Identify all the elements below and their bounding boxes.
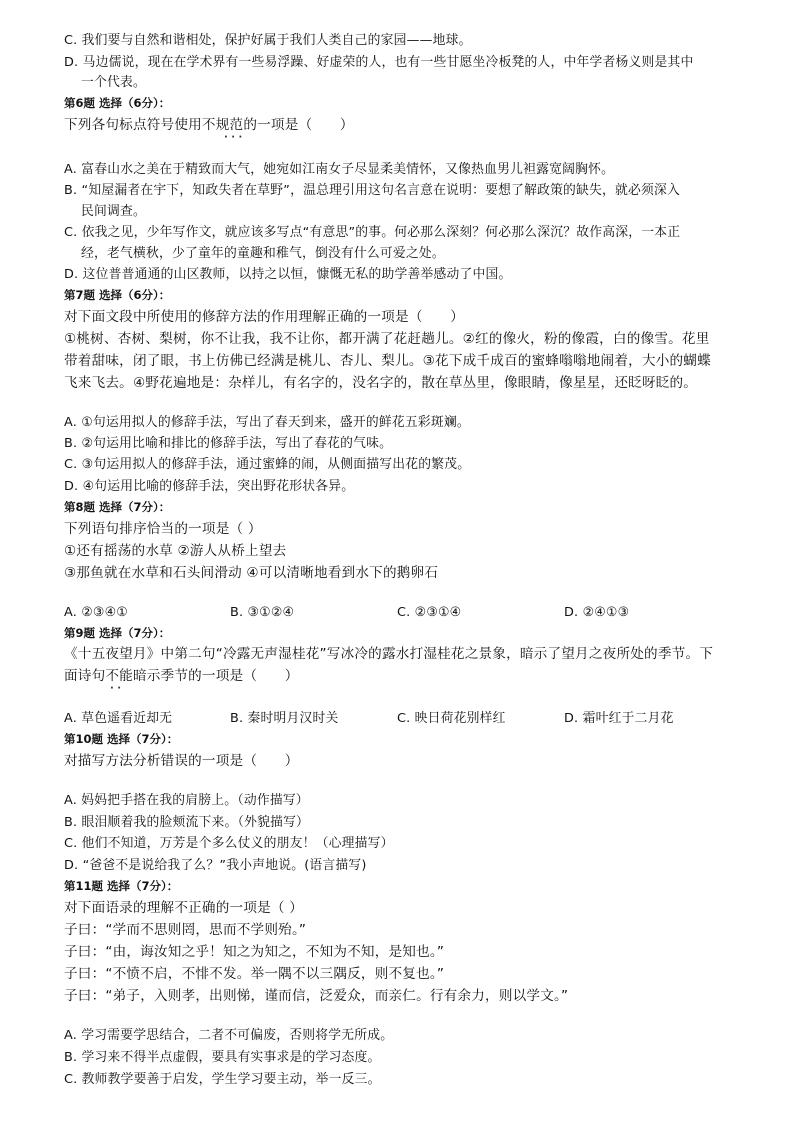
q9-option-d: D. 霜叶红于二月花 bbox=[564, 711, 674, 726]
q9-emphasis-dots: · · bbox=[110, 683, 122, 694]
q8-stem: 下列语句排序恰当的一项是（ ） bbox=[64, 521, 262, 537]
q8-item-line: ①还有摇荡的水草 ②游人从桥上望去 bbox=[64, 543, 287, 559]
q8-option-d: D. ②④①③ bbox=[564, 605, 630, 620]
q6-option-a: A. 富春山水之美在于精致而大气，她宛如江南女子尽显柔美情怀，又像热血男儿袒露宽阔胸怀。 bbox=[64, 162, 615, 177]
q8-header: 第8题 选择（7分）： bbox=[64, 500, 171, 514]
q6-option-c-cont: 经，老气横秋，少了童年的童趣和稚气，倒没有什么可爱之处。 bbox=[81, 246, 445, 261]
q11-header: 第11题 选择（7分）： bbox=[64, 879, 179, 893]
q11-stem: 对下面语录的理解不正确的一项是（ ） bbox=[64, 900, 304, 916]
q7-option-c: C. ③句运用拟人的修辞手法，通过蜜蜂的闹，从侧面描写出花的繁茂。 bbox=[64, 457, 471, 472]
q8-option-c: C. ②③①④ bbox=[397, 605, 462, 620]
q6-option-c: C. 依我之见，少年写作文，就应该多写点“有意思”的事。何必那么深刻？何必那么深沉？故作高深，一本正 bbox=[64, 225, 681, 240]
q10-header: 第10题 选择（7分）： bbox=[64, 732, 179, 746]
q8-item-line: ③那鱼就在水草和石头间滑动 ④可以清晰地看到水下的鹅卵石 bbox=[64, 565, 439, 581]
q7-passage-line: ①桃树、杏树、梨树，你不让我，我不让你，都开满了花赶趟儿。②红的像火，粉的像霞，白的像雪。花里 bbox=[64, 331, 710, 347]
q11-option-b: B. 学习来不得半点虚假，要具有实事求是的学习态度。 bbox=[64, 1050, 381, 1065]
option-d-prev: D. 马边儒说，现在在学术界有一些易浮躁、好虚荣的人，也有一些甘愿坐冷板凳的人，中年学者杨义则是其中 bbox=[64, 55, 694, 70]
q9-option-b: B. 秦时明月汉时关 bbox=[230, 711, 339, 726]
q9-header: 第9题 选择（7分）： bbox=[64, 626, 171, 640]
q9-stem-line: 面诗句不能暗示季节的一项是（ ） bbox=[64, 668, 299, 684]
q11-quote: 子曰：“不愤不启，不悱不发。举一隅不以三隅反，则不复也。” bbox=[64, 966, 445, 982]
q6-option-d: D. 这位普普通通的山区教师，以持之以恒，慷慨无私的助学善举感动了中国。 bbox=[64, 267, 512, 282]
option-c-prev: C. 我们要与自然和谐相处，保护好属于我们人类自己的家园——地球。 bbox=[64, 33, 472, 48]
q10-option-d: D. “爸爸不是说给我了么？”我小声地说。(语言描写) bbox=[64, 858, 367, 873]
q10-stem: 对描写方法分析错误的一项是（ ） bbox=[64, 753, 299, 769]
q10-option-c: C. 他们不知道，万芳是个多么仗义的朋友！（心理描写） bbox=[64, 836, 394, 851]
q6-emphasis-dots: · · · bbox=[224, 132, 243, 143]
q11-option-c: C. 教师教学要善于启发，学生学习要主动，举一反三。 bbox=[64, 1072, 381, 1087]
q11-quote: 子曰：“弟子，入则孝，出则悌，谨而信，泛爱众，而亲仁。行有余力，则以学文。” bbox=[64, 988, 569, 1004]
q11-quote: 子曰：“由，诲汝知之乎！知之为知之，不知为不知，是知也。” bbox=[64, 944, 445, 960]
q6-stem: 下列各句标点符号使用不规范的一项是（ ） bbox=[64, 117, 354, 133]
q7-passage-line: 带着甜味，闭了眼，书上仿佛已经满是桃儿、杏儿、梨儿。③花下成千成百的蜜蜂嗡嗡地闹着，大小的蝴蝶 bbox=[64, 353, 711, 369]
q9-option-a: A. 草色遥看近却无 bbox=[64, 711, 173, 726]
q7-option-a: A. ①句运用拟人的修辞手法，写出了春天到来，盛开的鲜花五彩斑斓。 bbox=[64, 415, 470, 430]
q8-option-a: A. ②③④① bbox=[64, 605, 128, 620]
q7-stem: 对下面文段中所使用的修辞方法的作用理解正确的一项是（ ） bbox=[64, 309, 465, 325]
q10-option-a: A. 妈妈把手搭在我的肩膀上。（动作描写） bbox=[64, 793, 309, 808]
option-d-prev-cont: 一个代表。 bbox=[81, 75, 146, 90]
q9-option-c: C. 映日荷花别样红 bbox=[397, 711, 506, 726]
q6-option-b-cont: 民间调查。 bbox=[81, 204, 146, 219]
q7-header: 第7题 选择（6分）： bbox=[64, 288, 171, 302]
q7-option-b: B. ②句运用比喻和排比的修辞手法，写出了春花的气味。 bbox=[64, 436, 393, 451]
q9-stem-line: 《十五夜望月》中第二句“冷露无声湿桂花”写冰冷的露水打湿桂花之景象，暗示了望月之夜所处的季节。下 bbox=[64, 646, 713, 662]
q10-option-b: B. 眼泪顺着我的脸颊流下来。（外貌描写） bbox=[64, 815, 310, 830]
q7-option-d: D. ④句运用比喻的修辞手法，突出野花形状各异。 bbox=[64, 479, 355, 494]
q11-option-a: A. 学习需要学思结合，二者不可偏废，否则将学无所成。 bbox=[64, 1028, 394, 1043]
q11-quote: 子曰：“学而不思则罔，思而不学则殆。” bbox=[64, 922, 307, 938]
q6-option-b: B. “知屋漏者在宇下，知政失者在草野”，温总理引用这句名言意在说明：要想了解政策的缺失，就必须深入 bbox=[64, 183, 681, 198]
q7-passage-line: 飞来飞去。④野花遍地是：杂样儿，有名字的，没名字的，散在草丛里，像眼睛，像星星，还眨呀眨的。 bbox=[64, 375, 698, 391]
q8-option-b: B. ③①②④ bbox=[230, 605, 295, 620]
q6-header: 第6题 选择（6分）： bbox=[64, 96, 171, 110]
